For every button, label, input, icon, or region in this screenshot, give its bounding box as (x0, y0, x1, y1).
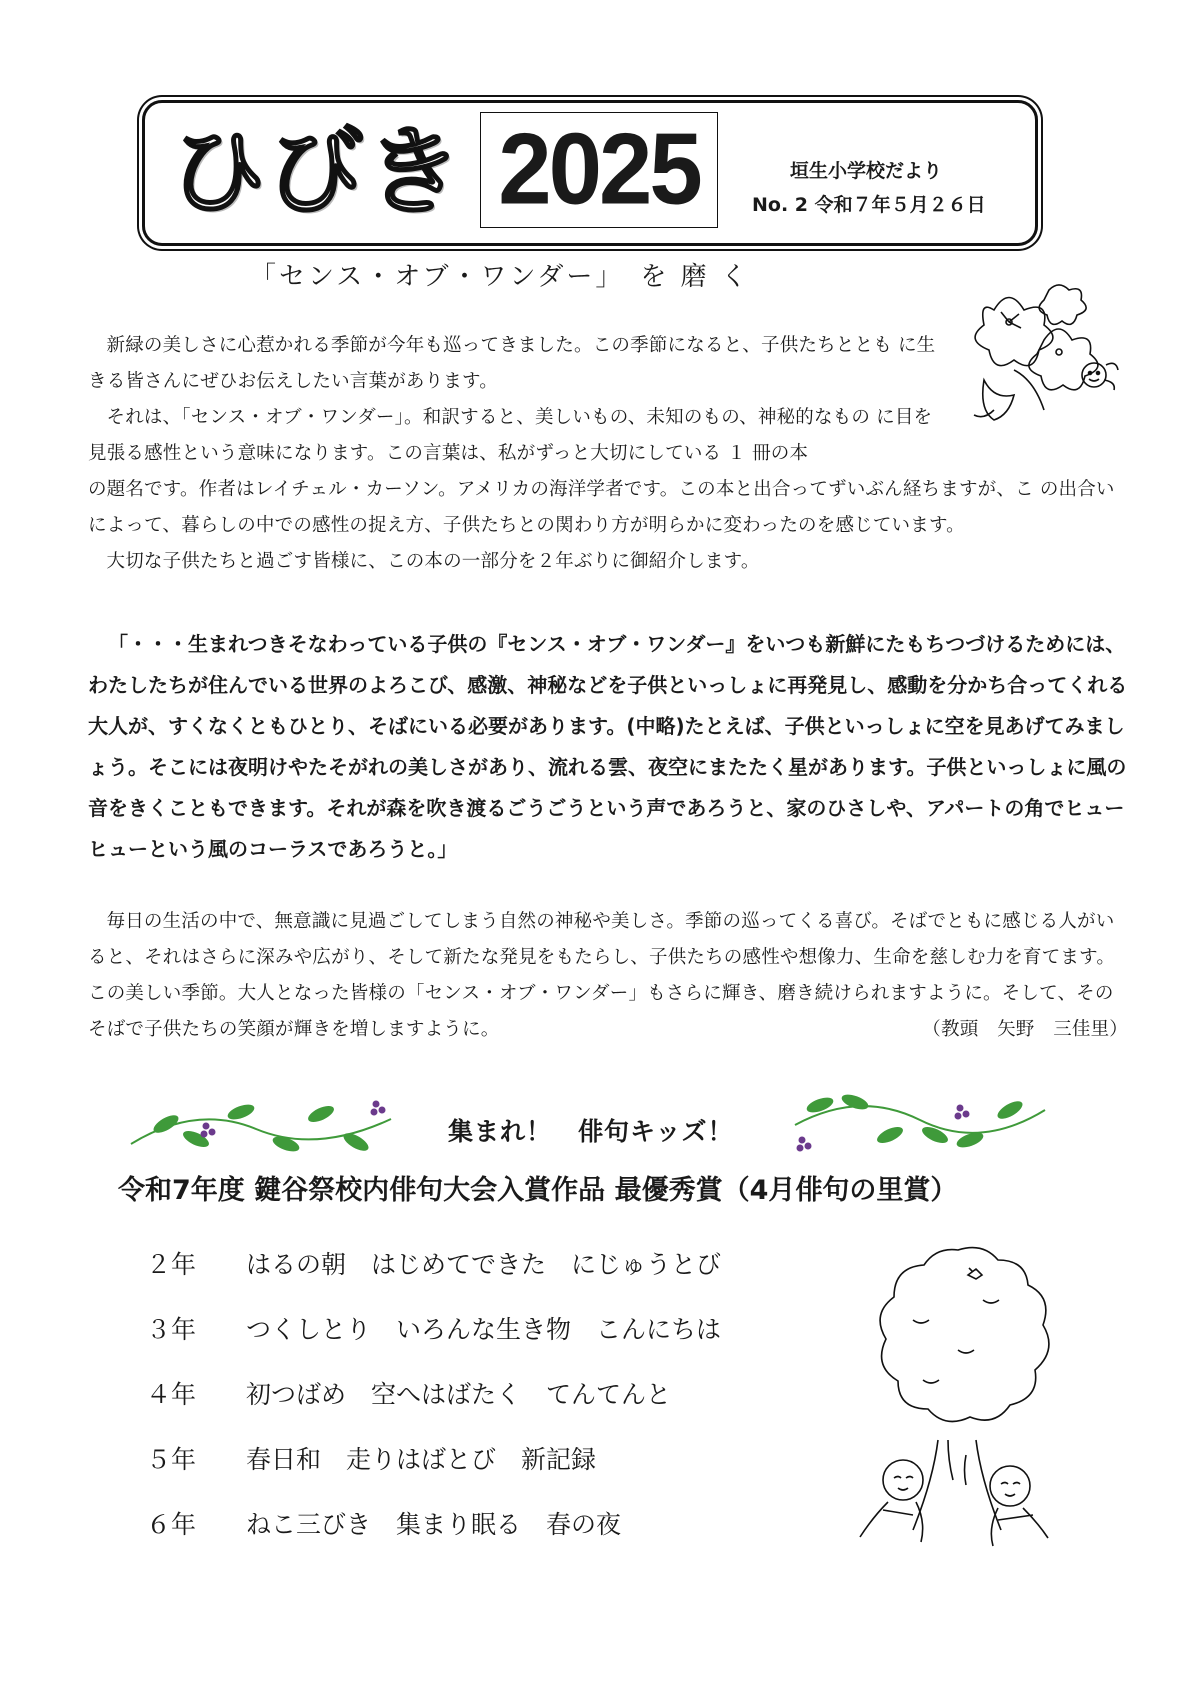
haiku-text: つくしとり いろんな生き物 こんにちは (246, 1315, 722, 1344)
closing-paragraph (88, 904, 1128, 1048)
haiku-entry-grade-6 (146, 1492, 721, 1557)
newsletter-title: ひびき (170, 116, 464, 228)
haiku-text: 初つばめ 空へはばたく てんてんと (246, 1380, 672, 1409)
haiku-list (146, 1232, 721, 1557)
haiku-entry-grade-2 (146, 1232, 721, 1297)
award-title: 令和7年度 鍵谷祭校内俳句大会入賞作品 最優秀賞（4月俳句の里賞） (118, 1175, 958, 1206)
haiku-text: はるの朝 はじめてできた にじゅうとび (246, 1250, 722, 1279)
article-title: 「センス・オブ・ワンダー」 を 磨 く (250, 262, 750, 292)
intro-line-4: 大切な子供たちと過ごす皆様に、この本の一部分を２年ぶりに御紹介します。 (106, 551, 760, 572)
issue-date: No. 2 令和７年５月２６日 (752, 194, 986, 216)
school-name: 垣生小学校だより (790, 160, 943, 182)
intro-line-3: の題名です。作者はレイチェル・カーソン。アメリカの海洋学者です。この本と出合ってずいぶん経ちますが、こ の出合いによって、暮らしの中での感性の捉え方、子供たちとの関わり方が明らかに変わったのを感じています。 (88, 479, 1115, 536)
intro-line-1: 新緑の美しさに心惹かれる季節が今年も巡ってきました。この季節になると、子供たちととも に生きる皆さんにぜひお伝えしたい言葉があります。 (88, 335, 936, 392)
haiku-grade: ５年 (146, 1445, 197, 1474)
haiku-entry-grade-4 (146, 1362, 721, 1427)
haiku-entry-grade-5 (146, 1427, 721, 1492)
author-credit: （教頭 矢野 三佳里） (922, 1019, 1128, 1040)
haiku-section-header: 集まれ！ 俳句キッズ！ (448, 1117, 734, 1146)
haiku-entry-grade-3 (146, 1297, 721, 1362)
tree-children-illustration (858, 1240, 1058, 1550)
haiku-text: 春日和 走りはばとび 新記録 (246, 1445, 597, 1474)
book-quote: 「・・・生まれつきそなわっている子供の『センス・オブ・ワンダー』をいつも新鮮にたもちつづけるためには、わたしたちが住んでいる世界のよろこび、感激、神秘などを子供といっしょに再発見し、感動を分かち合ってくれる大人が、すくなくともひとり、そばにいる必要があります。(中略)たとえば、子供といっしょに空を見あげてみましょう。そこには夜明けやたそがれの美しさがあり、流れる雲、夜空にまたたく星があります。子供といっしょに風の音をきくこともできます。それが森を吹き渡るごうごうという声であろうと、家のひさしや、アパートの角でヒューヒューという風のコーラスであろうと。」 (88, 632, 1128, 861)
haiku-grade: ２年 (146, 1250, 197, 1279)
year-label: 2025 (498, 113, 700, 226)
haiku-text: ねこ三びき 集まり眠る 春の夜 (246, 1510, 622, 1539)
haiku-grade: ４年 (146, 1380, 197, 1409)
vine-decoration-left (126, 1084, 396, 1164)
haiku-grade: ３年 (146, 1315, 197, 1344)
vine-decoration-right (790, 1080, 1050, 1160)
intro-paragraph (88, 328, 1115, 580)
closing-text: 毎日の生活の中で、無意識に見過ごしてしまう自然の神秘や美しさ。季節の巡ってくる喜び。そばでともに感じる人がいると、それはさらに深みや広がり、そして新たな発見をもたらし、子供たちの感性や想像力、生命を慈しむ力を育てます。この美しい季節。大人となった皆様の「センス・オブ・ワンダー」もさらに輝き、磨き続けられますように。そして、そのそばで子供たちの笑顔が輝きを増しますように。 (88, 911, 1116, 1040)
intro-line-2: それは、「センス・オブ・ワンダー」。和訳すると、美しいもの、未知のもの、神秘的なもの に目を見張る感性という意味になります。この言葉は、私がずっと大切にしている １ 冊の本 (88, 407, 933, 464)
haiku-grade: ６年 (146, 1510, 197, 1539)
year-box (480, 112, 718, 228)
azalea-flower-illustration (954, 280, 1124, 450)
